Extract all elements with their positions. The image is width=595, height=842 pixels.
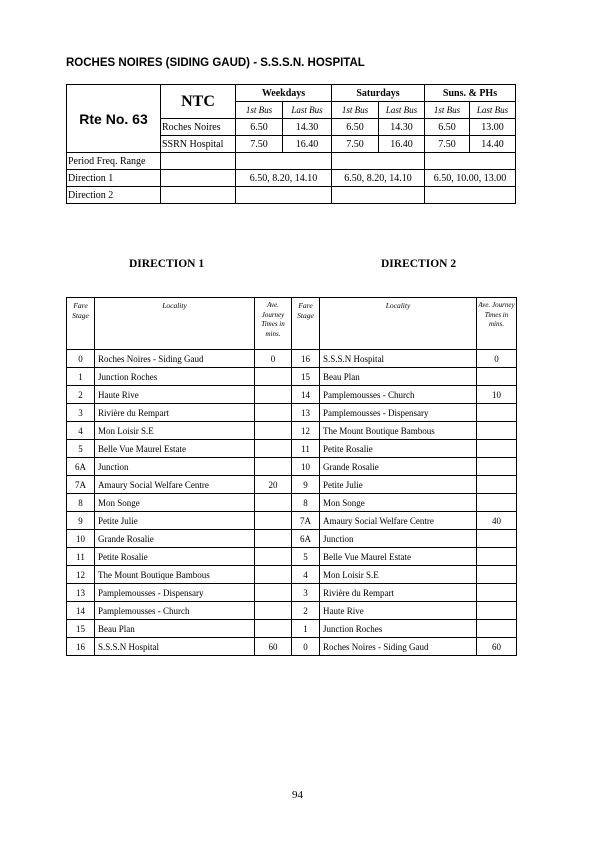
locality-cell: Mon Loisir S.E	[320, 566, 477, 584]
fare-stage-cell: 1	[67, 368, 95, 386]
group-sundays: Suns. & PHs	[425, 85, 516, 102]
journey-time-cell: 60	[255, 638, 292, 656]
stop-name: Roches Noires	[161, 119, 236, 136]
time-cell: 7.50	[425, 136, 470, 153]
fare-stage-cell: 15	[292, 368, 320, 386]
locality-cell: Belle Vue Maurel Estate	[95, 440, 255, 458]
journey-time-cell	[255, 602, 292, 620]
locality-cell: Petite Rosalie	[95, 548, 255, 566]
direction1-label: Direction 1	[67, 170, 161, 187]
journey-time-cell	[255, 440, 292, 458]
journey-time-cell: 0	[477, 350, 517, 368]
table-row	[67, 476, 517, 494]
direction1-heading: DIRECTION 1	[129, 258, 205, 270]
route-summary-table	[66, 84, 516, 204]
fare-stage-cell: 2	[67, 386, 95, 404]
locality-cell: Petite Julie	[320, 476, 477, 494]
fare-stage-cell: 0	[67, 350, 95, 368]
locality-cell: Pamplemousses - Church	[320, 386, 477, 404]
journey-time-header: Ave. Journey Times in mins.	[477, 298, 517, 350]
locality-cell: Haute Rive	[320, 602, 477, 620]
freq-sundays: 6.50, 10.00, 13.00	[425, 170, 516, 187]
fare-stage-cell: 1	[292, 620, 320, 638]
fare-stage-cell: 8	[67, 494, 95, 512]
table-row	[67, 350, 517, 368]
fare-stage-header: Fare Stage	[292, 298, 320, 350]
fare-stage-cell: 3	[67, 404, 95, 422]
locality-cell: Roches Noires - Siding Gaud	[95, 350, 255, 368]
fare-stage-cell: 8	[292, 494, 320, 512]
time-cell: 13.00	[470, 119, 516, 136]
fare-stage-cell: 5	[292, 548, 320, 566]
fare-stage-cell: 10	[67, 530, 95, 548]
locality-cell: Petite Julie	[95, 512, 255, 530]
table-row	[67, 440, 517, 458]
last-bus-header: Last Bus	[470, 102, 516, 119]
group-saturdays: Saturdays	[332, 85, 425, 102]
journey-time-cell	[477, 566, 517, 584]
journey-time-cell	[477, 368, 517, 386]
operator-name: NTC	[161, 85, 236, 119]
fare-stage-header: Fare Stage	[67, 298, 95, 350]
journey-time-cell	[477, 548, 517, 566]
fare-stage-cell: 14	[292, 386, 320, 404]
locality-cell: Mon Songe	[95, 494, 255, 512]
fare-stage-cell: 16	[67, 638, 95, 656]
first-bus-header: 1st Bus	[332, 102, 379, 119]
fare-stage-cell: 0	[292, 638, 320, 656]
time-cell: 7.50	[332, 136, 379, 153]
locality-cell: The Mount Boutique Bambous	[320, 422, 477, 440]
journey-time-cell: 40	[477, 512, 517, 530]
locality-cell: Mon Loisir S.E	[95, 422, 255, 440]
time-cell: 6.50	[425, 119, 470, 136]
time-cell: 14.40	[470, 136, 516, 153]
time-cell: 7.50	[236, 136, 283, 153]
journey-time-cell	[255, 566, 292, 584]
journey-time-cell	[255, 512, 292, 530]
fare-stage-cell: 13	[292, 404, 320, 422]
fare-stage-cell: 11	[292, 440, 320, 458]
locality-cell: The Mount Boutique Bambous	[95, 566, 255, 584]
locality-cell: Pamplemousses - Church	[95, 602, 255, 620]
journey-time-cell	[255, 422, 292, 440]
fare-stage-cell: 2	[292, 602, 320, 620]
locality-header: Locality	[320, 298, 477, 350]
fare-stage-cell: 9	[292, 476, 320, 494]
fare-stage-cell: 13	[67, 584, 95, 602]
route-number: Rte No. 63	[67, 85, 161, 153]
journey-time-cell	[255, 458, 292, 476]
page-title: ROCHES NOIRES (SIDING GAUD) - S.S.S.N. HOSPITAL	[66, 57, 365, 69]
journey-time-cell	[255, 530, 292, 548]
period-freq-label: Period Freq. Range	[67, 153, 161, 170]
first-bus-header: 1st Bus	[425, 102, 470, 119]
time-cell: 16.40	[283, 136, 332, 153]
time-cell: 14.30	[283, 119, 332, 136]
journey-time-cell	[477, 584, 517, 602]
locality-cell: Junction Roches	[95, 368, 255, 386]
journey-time-cell	[255, 620, 292, 638]
locality-cell: Petite Rosalie	[320, 440, 477, 458]
table-row	[67, 386, 517, 404]
stop-name: SSRN Hospital	[161, 136, 236, 153]
locality-cell: Beau Plan	[320, 368, 477, 386]
locality-cell: Grande Rosalie	[95, 530, 255, 548]
last-bus-header: Last Bus	[283, 102, 332, 119]
table-row	[67, 458, 517, 476]
first-bus-header: 1st Bus	[236, 102, 283, 119]
journey-time-cell	[477, 620, 517, 638]
time-cell: 16.40	[379, 136, 425, 153]
journey-time-cell	[477, 530, 517, 548]
locality-cell: Junction	[95, 458, 255, 476]
table-row	[67, 566, 517, 584]
journey-time-cell	[255, 368, 292, 386]
locality-cell: Rivière du Rempart	[95, 404, 255, 422]
freq-weekdays: 6.50, 8.20, 14.10	[236, 170, 332, 187]
fare-stage-cell: 11	[67, 548, 95, 566]
journey-time-cell	[255, 386, 292, 404]
locality-cell: Pamplemousses - Dispensary	[320, 404, 477, 422]
last-bus-header: Last Bus	[379, 102, 425, 119]
locality-cell: Belle Vue Maurel Estate	[320, 548, 477, 566]
journey-time-cell	[255, 548, 292, 566]
journey-time-cell	[477, 440, 517, 458]
journey-time-cell	[477, 404, 517, 422]
table-row	[67, 368, 517, 386]
table-row	[67, 602, 517, 620]
fare-stage-cell: 7A	[292, 512, 320, 530]
fare-stage-cell: 12	[67, 566, 95, 584]
locality-cell: Rivière du Rempart	[320, 584, 477, 602]
freq-saturdays: 6.50, 8.20, 14.10	[332, 170, 425, 187]
locality-cell: Amaury Social Welfare Centre	[95, 476, 255, 494]
locality-cell: Junction Roches	[320, 620, 477, 638]
time-cell: 6.50	[236, 119, 283, 136]
locality-cell: Grande Rosalie	[320, 458, 477, 476]
table-row	[67, 620, 517, 638]
journey-time-cell	[255, 584, 292, 602]
fare-stage-cell: 6A	[67, 458, 95, 476]
group-weekdays: Weekdays	[236, 85, 332, 102]
journey-time-cell: 0	[255, 350, 292, 368]
locality-cell: S.S.S.N Hospital	[320, 350, 477, 368]
table-row	[67, 584, 517, 602]
locality-cell: Mon Songe	[320, 494, 477, 512]
fare-stage-cell: 7A	[67, 476, 95, 494]
table-row	[67, 548, 517, 566]
direction2-heading: DIRECTION 2	[381, 258, 457, 270]
fare-stage-table	[66, 297, 517, 656]
locality-header: Locality	[95, 298, 255, 350]
fare-stage-cell: 6A	[292, 530, 320, 548]
fare-stage-cell: 9	[67, 512, 95, 530]
locality-cell: Haute Rive	[95, 386, 255, 404]
journey-time-cell: 60	[477, 638, 517, 656]
fare-stage-cell: 14	[67, 602, 95, 620]
locality-cell: Pamplemousses - Dispensary	[95, 584, 255, 602]
journey-time-cell: 10	[477, 386, 517, 404]
locality-cell: Beau Plan	[95, 620, 255, 638]
journey-time-cell	[477, 422, 517, 440]
locality-cell: Roches Noires - Siding Gaud	[320, 638, 477, 656]
table-row	[67, 404, 517, 422]
table-row	[67, 422, 517, 440]
journey-time-cell	[477, 458, 517, 476]
journey-time-cell	[477, 602, 517, 620]
time-cell: 6.50	[332, 119, 379, 136]
journey-time-cell	[477, 494, 517, 512]
fare-stage-cell: 12	[292, 422, 320, 440]
direction2-label: Direction 2	[67, 187, 161, 204]
table-row	[67, 530, 517, 548]
page-number: 94	[292, 789, 303, 801]
fare-stage-cell: 10	[292, 458, 320, 476]
fare-stage-cell: 5	[67, 440, 95, 458]
journey-time-cell	[255, 494, 292, 512]
fare-stage-cell: 3	[292, 584, 320, 602]
fare-stage-cell: 4	[67, 422, 95, 440]
journey-time-header: Ave. Journey Times in mins.	[255, 298, 292, 350]
journey-time-cell	[477, 476, 517, 494]
locality-cell: Junction	[320, 530, 477, 548]
table-row	[67, 638, 517, 656]
fare-stage-cell: 16	[292, 350, 320, 368]
journey-time-cell: 20	[255, 476, 292, 494]
fare-stage-cell: 15	[67, 620, 95, 638]
locality-cell: Amaury Social Welfare Centre	[320, 512, 477, 530]
locality-cell: S.S.S.N Hospital	[95, 638, 255, 656]
time-cell: 14.30	[379, 119, 425, 136]
fare-stage-cell: 4	[292, 566, 320, 584]
table-row	[67, 512, 517, 530]
journey-time-cell	[255, 404, 292, 422]
table-row	[67, 494, 517, 512]
